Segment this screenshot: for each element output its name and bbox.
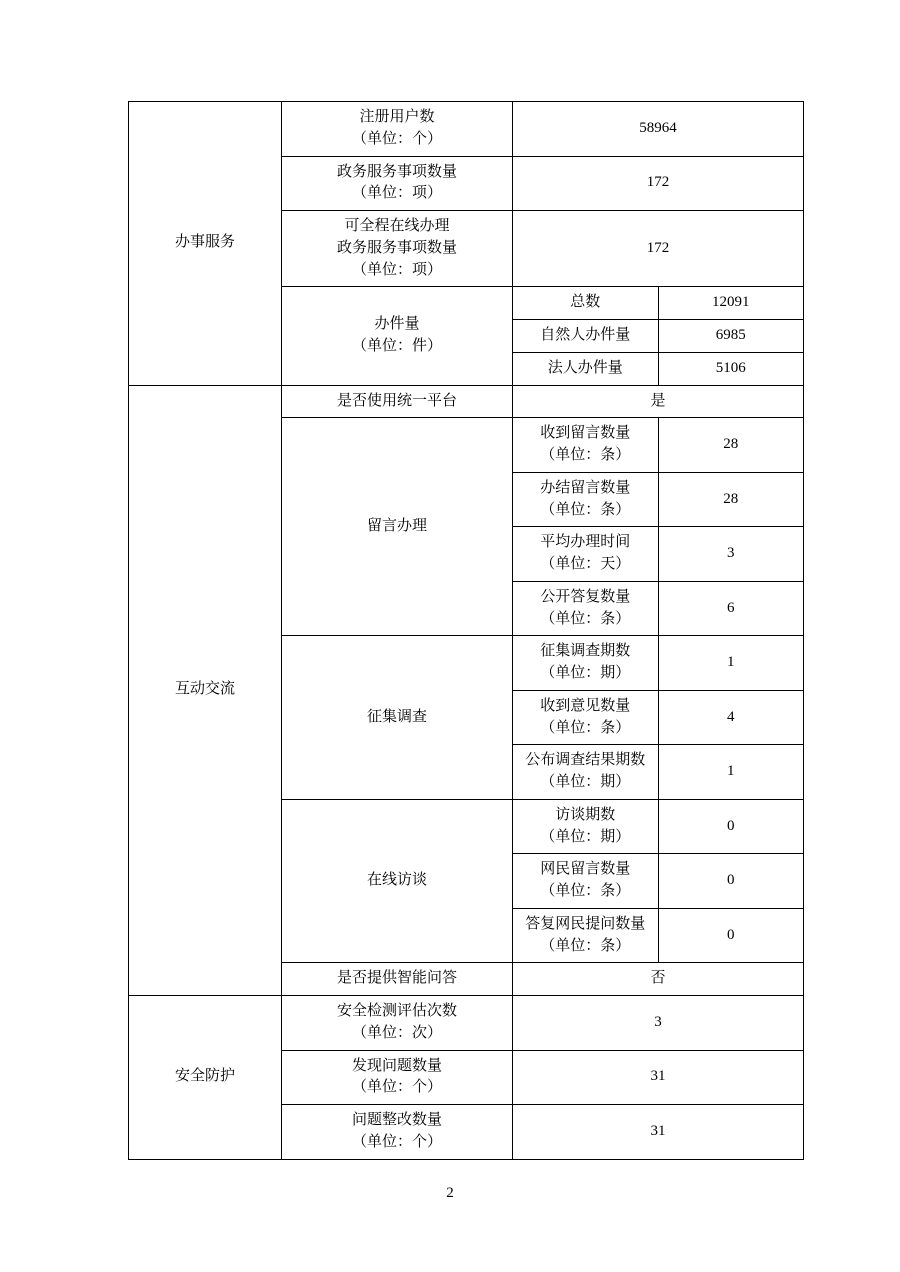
value-cell-smart-qa: 否 [513,963,804,996]
sub-label-line1: 收到留言数量 [540,425,631,442]
sub-label-unit: （单位：天） [540,556,631,572]
item-cell-unified-platform: 是否使用统一平台 [282,385,513,418]
sub-label-unit: （单位：期） [540,828,631,845]
item-cell-smart-qa: 是否提供智能问答 [282,963,513,996]
value-cell-issues-rectified: 31 [513,1105,804,1160]
value-cell-issues-found: 31 [513,1050,804,1105]
item-cell-message-handling: 留言办理 [282,418,513,636]
report-table-container [128,101,788,1160]
value-cell-online-service-items: 172 [513,211,804,287]
item-cell-survey: 征集调查 [282,636,513,800]
sub-label-netizen-messages [513,854,659,909]
value-cell-netizen-questions-answered: 0 [658,908,804,963]
sub-label-line1: 公开答复数量 [540,588,631,605]
sub-label-unit: （单位：条） [540,937,631,954]
item-label-line1: 注册用户数 [359,109,435,125]
sub-label-unit: （单位：条） [540,719,631,736]
category-cell-service [129,102,282,386]
value-cell-netizen-messages: 0 [658,854,804,909]
value-cell-opinions-received: 4 [658,690,804,745]
item-label-line1: 政务服务事项数量 [336,163,457,180]
sub-label-unit: （单位：条） [540,610,631,627]
sub-label-unit: （单位：条） [540,501,631,518]
sub-label-survey-periods [513,636,659,691]
item-label-unit: （单位：次） [351,1024,442,1041]
category-label: 办事服务 [174,234,235,251]
value-cell-total: 12091 [658,287,804,320]
sub-label-interview-periods [513,799,659,854]
item-label-line1: 发现问题数量 [351,1057,442,1074]
item-cell-issues-rectified [282,1105,513,1160]
government-website-statistics-table [128,101,804,1160]
item-label-line1b: 政务服务事项数量 [336,239,457,256]
item-cell-case-volume [282,287,513,385]
value-cell-legal-person: 5106 [658,352,804,385]
sub-label-unit: （单位：期） [540,774,631,790]
value-cell-public-replies: 6 [658,581,804,636]
value-cell-interview-periods: 0 [658,799,804,854]
sub-label-legal-person: 法人办件量 [513,352,659,385]
item-cell-security-assessments [282,996,513,1051]
item-label-unit: （单位：个） [351,1079,442,1096]
sub-label-line1: 公布调查结果期数 [525,752,646,769]
sub-label-line1: 征集调查期数 [540,643,631,660]
sub-label-average-handling-time [513,527,659,582]
value-cell-messages-completed: 28 [658,472,804,527]
sub-label-line1: 网民留言数量 [540,861,631,878]
item-label-unit: （单位：项） [351,261,442,278]
item-label-line1: 问题整改数量 [351,1112,442,1128]
sub-label-line1: 收到意见数量 [540,697,631,714]
sub-label-line1: 访谈期数 [555,806,616,823]
value-cell-security-assessments: 3 [513,996,804,1051]
value-cell-natural-person: 6985 [658,320,804,353]
item-label-line1: 可全程在线办理 [344,218,450,234]
value-cell-average-handling-time: 3 [658,527,804,582]
category-label: 互动交流 [174,681,235,698]
table-row [129,996,804,1051]
sub-label-total: 总数 [513,287,659,320]
value-cell-service-items: 172 [513,156,804,211]
item-cell-issues-found [282,1050,513,1105]
category-label: 安全防护 [174,1068,235,1085]
item-cell-registered-users [282,102,513,157]
item-cell-online-interview: 在线访谈 [282,799,513,963]
value-cell-survey-periods: 1 [658,636,804,691]
sub-label-unit: （单位：条） [540,447,631,463]
sub-label-line1: 答复网民提问数量 [525,915,646,932]
item-label-unit: （单位：个） [351,1133,442,1150]
category-cell-security [129,996,282,1160]
item-label-line1: 安全检测评估次数 [336,1003,457,1019]
item-cell-online-service-items [282,211,513,287]
sub-label-survey-results-published [513,745,659,800]
sub-label-unit: （单位：期） [540,665,631,681]
page-number: 2 [446,1185,454,1201]
sub-label-line1: 平均办理时间 [540,534,631,551]
value-cell-unified-platform: 是 [513,385,804,418]
item-label-unit: （单位：项） [351,185,442,202]
category-cell-interaction [129,385,282,996]
table-row [129,385,804,418]
sub-label-messages-received [513,418,659,473]
sub-label-opinions-received [513,690,659,745]
value-cell-registered-users: 58964 [513,102,804,157]
item-label-unit: （单位：个） [351,130,442,147]
item-label-unit: （单位：件） [351,337,442,354]
sub-label-public-replies [513,581,659,636]
sub-label-line1: 办结留言数量 [540,479,631,496]
sub-label-netizen-questions-answered [513,908,659,963]
item-cell-service-items [282,156,513,211]
sub-label-natural-person: 自然人办件量 [513,320,659,353]
value-cell-survey-results-published: 1 [658,745,804,800]
sub-label-unit: （单位：条） [540,883,631,899]
sub-label-messages-completed [513,472,659,527]
table-row [129,102,804,157]
value-cell-messages-received: 28 [658,418,804,473]
item-label-line1: 办件量 [374,316,420,333]
